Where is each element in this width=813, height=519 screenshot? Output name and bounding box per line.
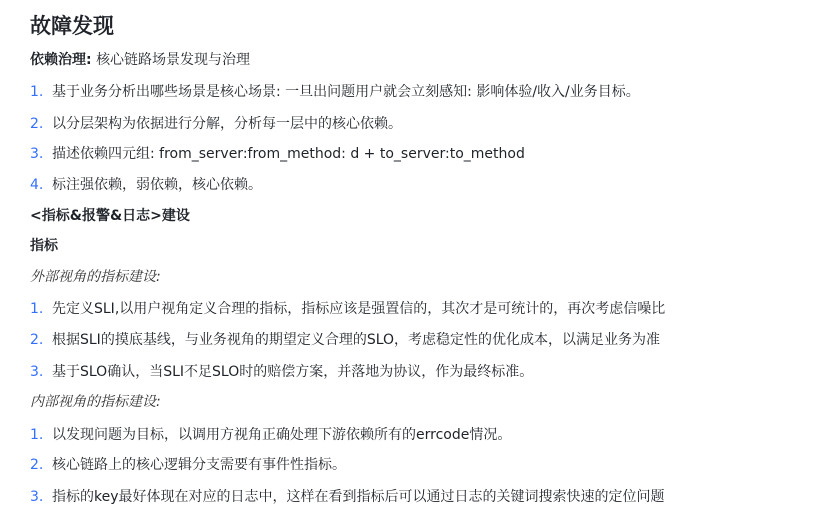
list-number: 1.	[30, 301, 44, 317]
list-text: 标注强依赖，弱依赖，核心依赖。	[52, 177, 262, 193]
list-text: 核心链路上的核心逻辑分支需要有事件性指标。	[52, 457, 346, 473]
dependency-label: 依赖治理	[30, 52, 86, 68]
dependency-text: 核心链路场景发现与治理	[96, 52, 251, 68]
sub-heading: 指标	[30, 238, 58, 254]
list-item	[30, 297, 665, 321]
list-item	[30, 173, 262, 197]
list-item	[30, 328, 660, 352]
list-item	[30, 80, 640, 104]
list-item	[30, 485, 665, 509]
list-item	[30, 453, 346, 477]
dependency-colon: :	[86, 52, 92, 68]
internal-heading: 内部视角的指标建设:	[30, 394, 161, 410]
list-text: 基于SLO确认，当SLI不足SLO时的赔偿方案，并落地为协议，作为最终标准。	[52, 364, 534, 380]
list-text: 以分层架构为依据进行分解，分析每一层中的核心依赖。	[52, 116, 402, 132]
list-text: 根据SLI的摸底基线，与业务视角的期望定义合理的SLO，考虑稳定性的优化成本，以满足业务为准	[52, 332, 661, 348]
list-item	[30, 423, 511, 447]
list-number: 2.	[30, 457, 44, 473]
page-title: 故障发现	[30, 14, 114, 38]
list-number: 1.	[30, 84, 44, 100]
list-number: 3.	[30, 364, 44, 380]
dependency-line	[30, 48, 250, 72]
list-text: 以发现问题为目标，以调用方视角正确处理下游依赖所有的errcode情况。	[52, 427, 512, 443]
list-number: 4.	[30, 177, 44, 193]
list-item	[30, 142, 525, 166]
section-heading: <指标&报警&日志>建设	[30, 208, 190, 224]
list-number: 2.	[30, 116, 44, 132]
list-item	[30, 360, 533, 384]
list-item	[30, 112, 402, 136]
list-text: 指标的key最好体现在对应的日志中，这样在看到指标后可以通过日志的关键词搜索快速的定位问题	[52, 489, 665, 505]
list-text: 基于业务分析出哪些场景是核心场景: 一旦出问题用户就会立刻感知: 影响体验/收入/业务目标。	[52, 84, 640, 100]
list-number: 3.	[30, 489, 44, 505]
list-text: 先定义SLI,以用户视角定义合理的指标，指标应该是强置信的，其次才是可统计的，再次考虑信噪比	[52, 301, 666, 317]
list-number: 1.	[30, 427, 44, 443]
list-number: 2.	[30, 332, 44, 348]
external-heading: 外部视角的指标建设:	[30, 269, 161, 285]
list-number: 3.	[30, 146, 44, 162]
list-text: 描述依赖四元组: from_server:from_method: d + to_server:to_method	[52, 146, 525, 162]
